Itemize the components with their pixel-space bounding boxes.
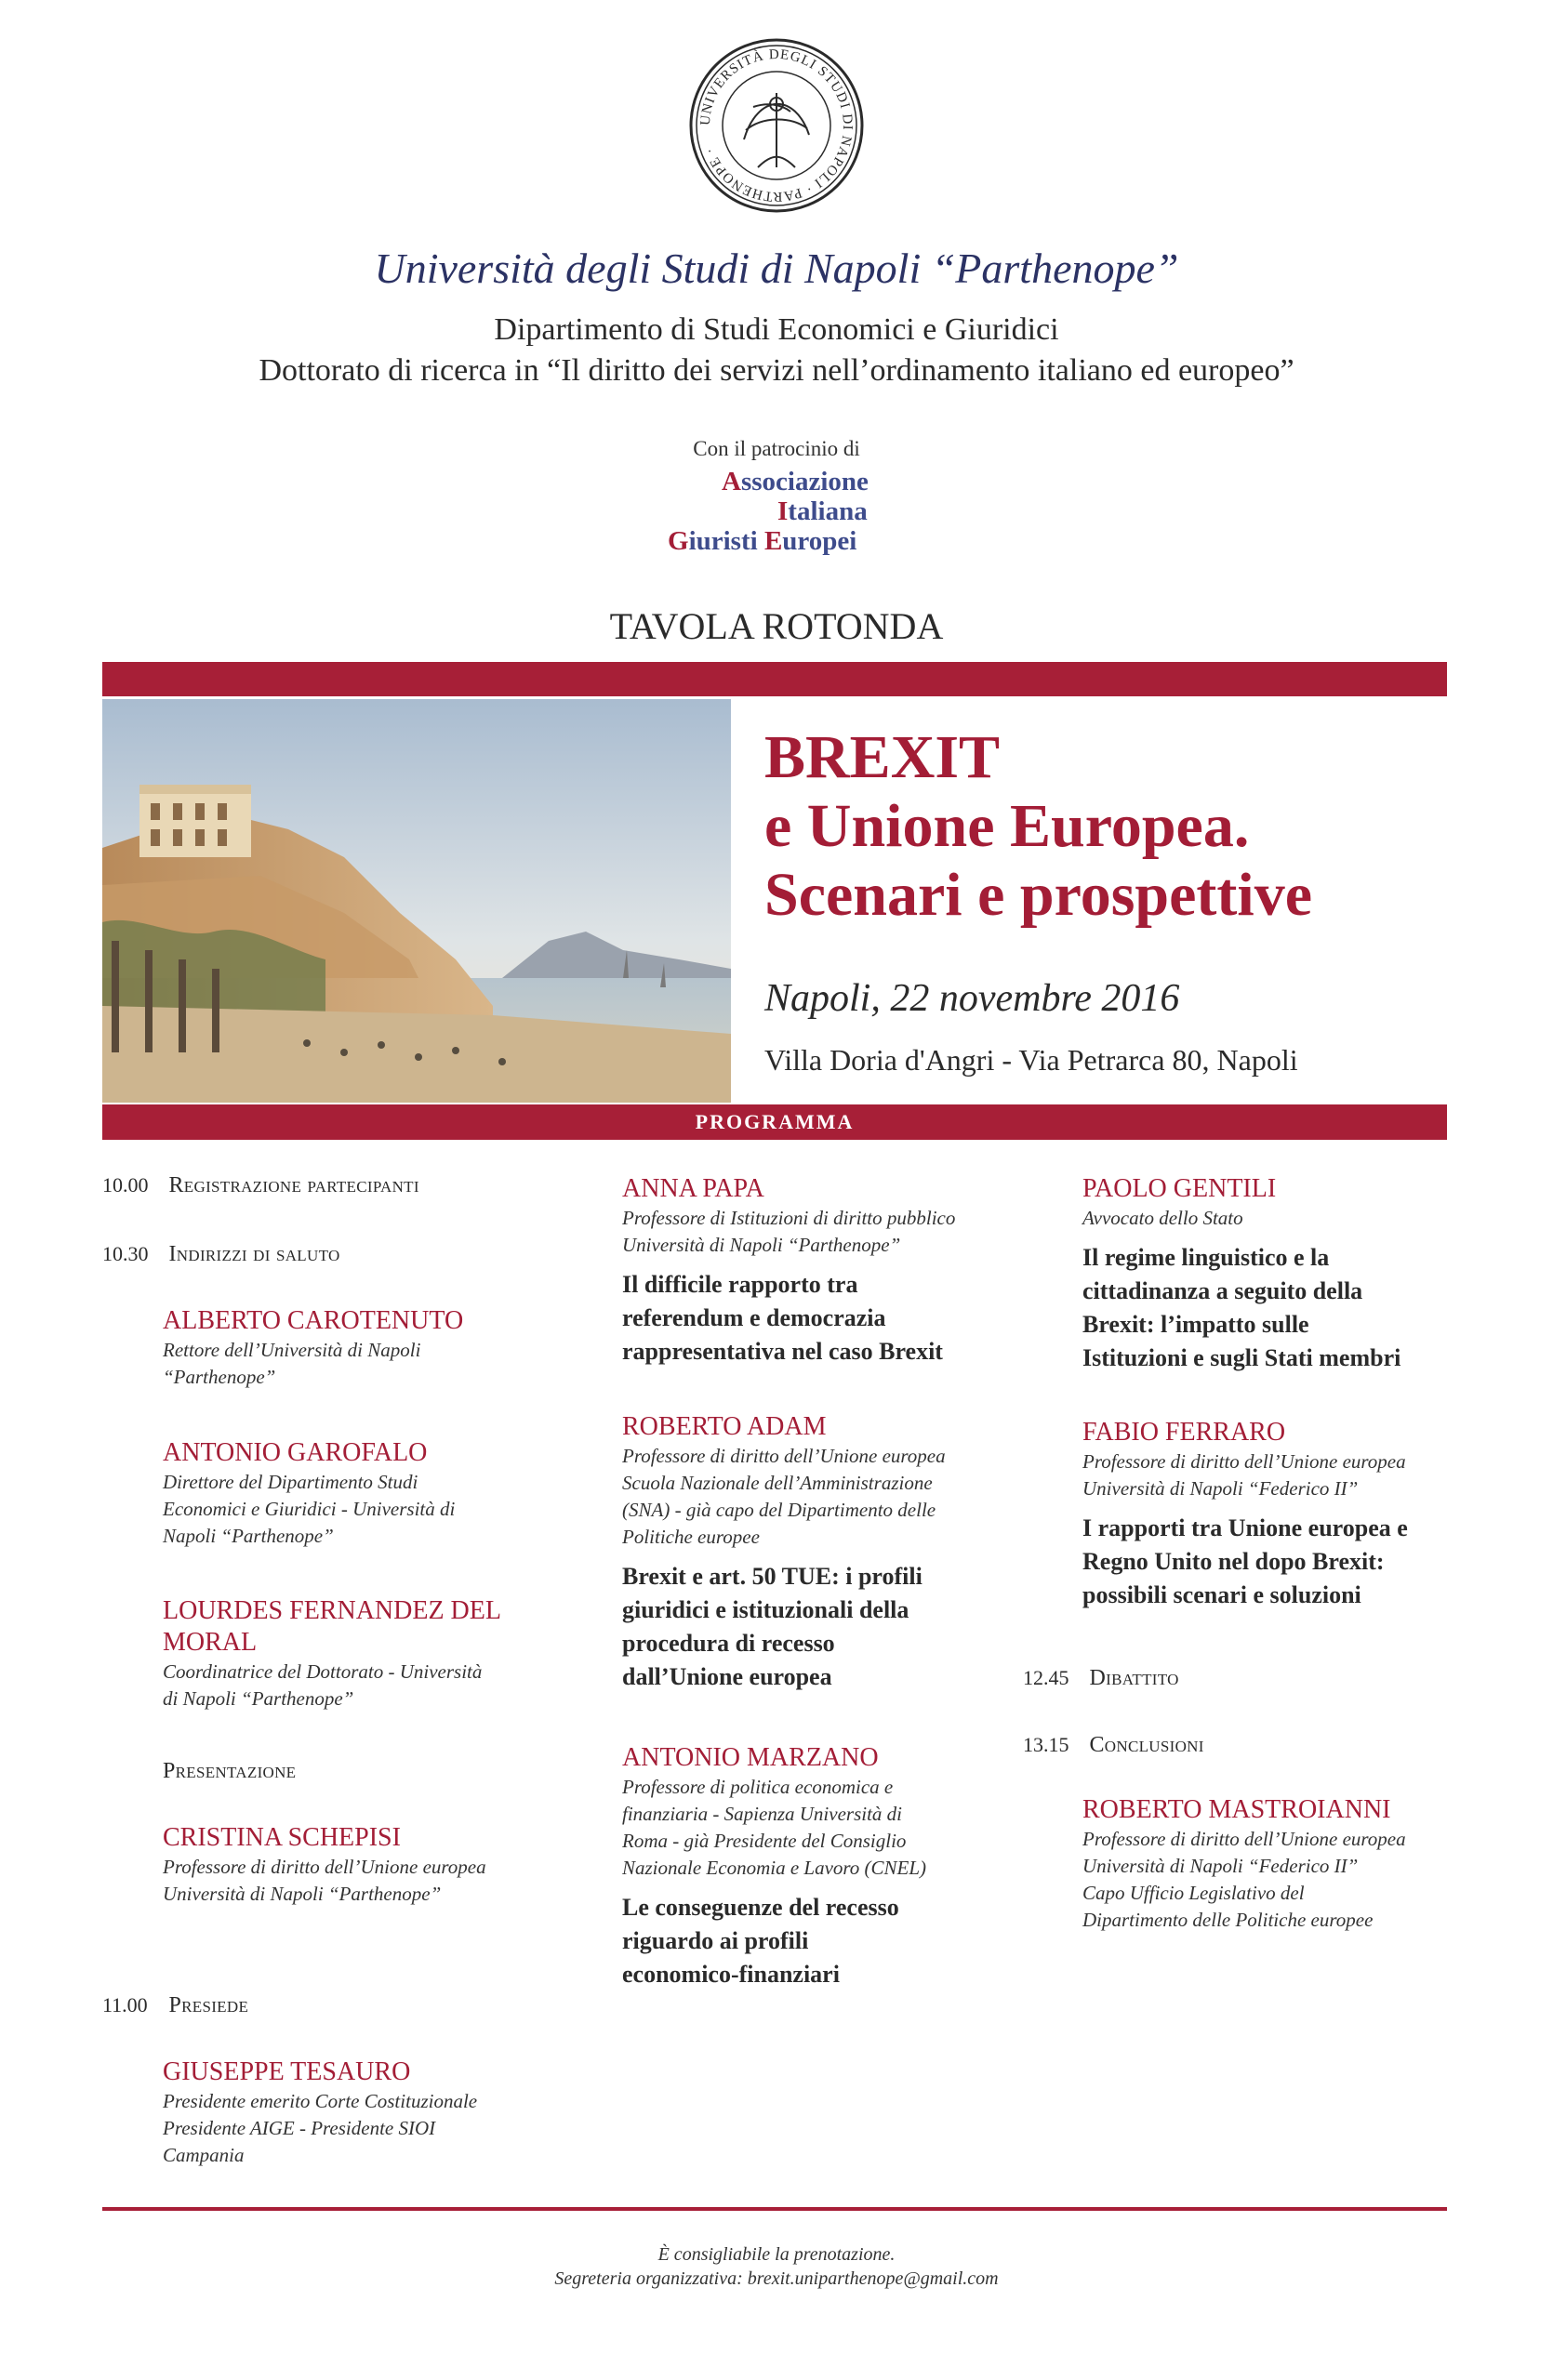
- speaker-affiliation: Capo Ufficio Legislativo del: [1082, 1882, 1305, 1904]
- speaker-name: CRISTINA SCHEPISI: [163, 1823, 401, 1852]
- speaker-affiliation: “Parthenope”: [163, 1366, 276, 1388]
- speaker-affiliation: di Napoli “Parthenope”: [163, 1687, 354, 1710]
- speaker-affiliation: Università di Napoli “Federico II”: [1082, 1855, 1359, 1877]
- naples-bay-painting: [102, 699, 731, 1103]
- time-label: Presiede: [168, 1993, 249, 2017]
- speaker-affiliation: Campania: [163, 2144, 245, 2166]
- aige-word-4: uropei: [782, 526, 857, 556]
- talk-title: economico-finanziari: [622, 1961, 840, 1988]
- event-type: TAVOLA ROTONDA: [609, 605, 944, 647]
- time-value: 10.00: [102, 1173, 149, 1197]
- speaker-affiliation: (SNA) - già capo del Dipartimento delle: [622, 1499, 936, 1521]
- speaker-papa: [622, 1173, 1031, 1368]
- speaker-name: ANTONIO MARZANO: [622, 1743, 879, 1772]
- speaker-affiliation: Napoli “Parthenope”: [163, 1525, 334, 1547]
- time-slot-1245: [1023, 1666, 1179, 1691]
- talk-title: possibili scenari e soluzioni: [1082, 1581, 1361, 1608]
- speaker-affiliation: Università di Napoli “Federico II”: [1082, 1477, 1359, 1500]
- speaker-affiliation: Professore di diritto dell’Unione europea: [1082, 1828, 1406, 1850]
- talk-title: referendum e democrazia: [622, 1304, 886, 1331]
- speaker-schepisi: [163, 1822, 572, 1908]
- talk-title: Brexit: l’impatto sulle: [1082, 1311, 1309, 1338]
- speaker-affiliation: Università di Napoli “Parthenope”: [622, 1234, 901, 1256]
- spacer: [622, 1551, 1031, 1560]
- aige-initial-g: G: [668, 526, 689, 556]
- event-title: [764, 723, 1312, 930]
- speaker-affiliation: Professore di diritto dell’Unione europea: [622, 1445, 946, 1467]
- talk-title: Le conseguenze del recesso: [622, 1894, 899, 1921]
- talk-title: Il regime linguistico e la: [1082, 1244, 1330, 1271]
- aige-initial-a: A: [722, 467, 741, 496]
- speaker-name: LOURDES FERNANDEZ DEL: [163, 1596, 501, 1625]
- title-line-1: BREXIT: [764, 723, 1001, 791]
- aige-word-1: ssociazione: [740, 467, 869, 496]
- spacer: [1082, 1232, 1473, 1241]
- speaker-name: ANNA PAPA: [622, 1174, 764, 1203]
- event-venue: Villa Doria d'Angri - Via Petrarca 80, Napoli: [764, 1043, 1298, 1077]
- speaker-affiliation: Presidente emerito Corte Costituzionale: [163, 2090, 478, 2112]
- speaker-affiliation: Professore di politica economica e: [622, 1776, 894, 1798]
- speaker-affiliation: Professore di diritto dell’Unione europea: [1082, 1450, 1406, 1473]
- spacer: [622, 1259, 1031, 1268]
- talk-title: riguardo ai profili: [622, 1927, 809, 1954]
- speaker-name: ROBERTO MASTROIANNI: [1082, 1795, 1391, 1824]
- aige-initial-e: E: [763, 526, 783, 556]
- time-slot-1100: [102, 1993, 248, 2018]
- speaker-affiliation: Politiche europee: [622, 1526, 760, 1548]
- speaker-affiliation: Economici e Giuridici - Università di: [163, 1498, 456, 1520]
- speaker-gentili: [1082, 1173, 1473, 1375]
- talk-title: Brexit e art. 50 TUE: i profili: [622, 1563, 923, 1590]
- speaker-affiliation: Direttore del Dipartimento Studi: [163, 1471, 418, 1493]
- talk-title: cittadinanza a seguito della: [1082, 1277, 1363, 1304]
- svg-text:UNIVERSITÀ DEGLI STUDI DI NAPO: UNIVERSITÀ DEGLI STUDI DI NAPOLI · PARTHENOPE ·: [697, 46, 856, 205]
- speaker-affiliation: Avvocato dello Stato: [1082, 1207, 1243, 1229]
- talk-title: giuridici e istituzionali della: [622, 1596, 909, 1623]
- speaker-garofalo: [163, 1437, 572, 1550]
- speaker-affiliation: finanziaria - Sapienza Università di: [622, 1803, 902, 1825]
- speaker-affiliation: Dipartimento delle Politiche europee: [1082, 1909, 1374, 1931]
- speaker-tesauro: [163, 2056, 591, 2169]
- speaker-affiliation: Presidente AIGE - Presidente SIOI: [163, 2117, 436, 2139]
- talk-title: Il difficile rapporto tra: [622, 1271, 858, 1298]
- time-label: Dibattito: [1089, 1666, 1179, 1690]
- aige-line-3: [668, 526, 856, 556]
- time-value: 10.30: [102, 1242, 149, 1265]
- speaker-name: PAOLO GENTILI: [1082, 1174, 1277, 1203]
- title-line-2: e Unione Europea.: [764, 792, 1250, 860]
- aige-word-2: taliana: [788, 496, 868, 526]
- time-slot-1030: [102, 1242, 340, 1267]
- speaker-affiliation: Scuola Nazionale dell’Amministrazione: [622, 1472, 933, 1494]
- top-red-band: [102, 662, 1447, 696]
- talk-title: Istituzioni e sugli Stati membri: [1082, 1344, 1401, 1371]
- speaker-fernandez-del-moral: [163, 1595, 572, 1712]
- time-value: 12.45: [1023, 1666, 1069, 1689]
- speaker-name: ANTONIO GAROFALO: [163, 1438, 428, 1467]
- speaker-name: GIUSEPPE TESAURO: [163, 2057, 411, 2086]
- speaker-affiliation: Nazionale Economia e Lavoro (CNEL): [622, 1857, 927, 1879]
- section-label: Presentazione: [163, 1759, 297, 1783]
- aige-line-1: [722, 467, 869, 496]
- speaker-name: ROBERTO ADAM: [622, 1412, 827, 1441]
- speaker-ferraro: [1082, 1417, 1473, 1612]
- speaker-name: ALBERTO CAROTENUTO: [163, 1306, 464, 1335]
- program-label: PROGRAMMA: [695, 1110, 855, 1133]
- spacer: [1082, 1502, 1473, 1512]
- spacer: [622, 1882, 1031, 1891]
- university-seal-logo: [688, 37, 865, 214]
- time-value: 11.00: [102, 1993, 148, 2016]
- university-name: Università degli Studi di Napoli “Parthenope”: [374, 245, 1179, 292]
- event-date: Napoli, 22 novembre 2016: [764, 977, 1180, 1020]
- time-value: 13.15: [1023, 1733, 1069, 1756]
- patronage-intro: Con il patrocinio di: [693, 437, 860, 460]
- department-name: Dipartimento di Studi Economici e Giuridici: [494, 312, 1059, 347]
- speaker-mastroianni: [1082, 1794, 1473, 1934]
- time-label: Conclusioni: [1089, 1733, 1204, 1757]
- speaker-affiliation: Roma - già Presidente del Consiglio: [622, 1830, 907, 1852]
- doctorate-name: Dottorato di ricerca in “Il diritto dei servizi nell’ordinamento italiano ed europeo”: [259, 353, 1294, 388]
- footer-rule: [102, 2207, 1447, 2211]
- aige-word-3: iuristi: [688, 526, 764, 556]
- speaker-adam: [622, 1411, 1031, 1694]
- time-label: Registrazione partecipanti: [168, 1173, 419, 1197]
- talk-title: rappresentativa nel caso Brexit: [622, 1338, 943, 1365]
- speaker-marzano: [622, 1742, 1031, 1991]
- talk-title: I rapporti tra Unione europea e: [1082, 1514, 1408, 1541]
- booking-note: È consigliabile la prenotazione.: [657, 2244, 896, 2265]
- speaker-affiliation: Professore di diritto dell’Unione europea: [163, 1856, 486, 1878]
- aige-line-2: [777, 496, 868, 526]
- time-slot: [102, 1173, 567, 1198]
- talk-title: procedura di recesso: [622, 1630, 835, 1657]
- presentazione-label: [163, 1759, 296, 1784]
- title-line-3: Scenari e prospettive: [764, 861, 1313, 929]
- speaker-affiliation: Rettore dell’Università di Napoli: [163, 1339, 421, 1361]
- speaker-name: MORAL: [163, 1628, 258, 1657]
- speaker-name: FABIO FERRARO: [1082, 1418, 1286, 1447]
- speaker-affiliation: Coordinatrice del Dottorato - Università: [163, 1660, 483, 1683]
- speaker-affiliation: Professore di Istituzioni di diritto pubblico: [622, 1207, 956, 1229]
- talk-title: dall’Unione europea: [622, 1663, 832, 1690]
- speaker-affiliation: Università di Napoli “Parthenope”: [163, 1883, 442, 1905]
- secretariat-contact: Segreteria organizzativa: brexit.uniparthenope@gmail.com: [554, 2268, 999, 2289]
- aige-initial-i: I: [777, 496, 789, 526]
- time-slot-1315: [1023, 1733, 1204, 1758]
- program-column-1: [102, 1173, 567, 1198]
- speaker-carotenuto: [163, 1305, 572, 1391]
- time-label: Indirizzi di saluto: [168, 1242, 340, 1266]
- talk-title: Regno Unito nel dopo Brexit:: [1082, 1548, 1385, 1575]
